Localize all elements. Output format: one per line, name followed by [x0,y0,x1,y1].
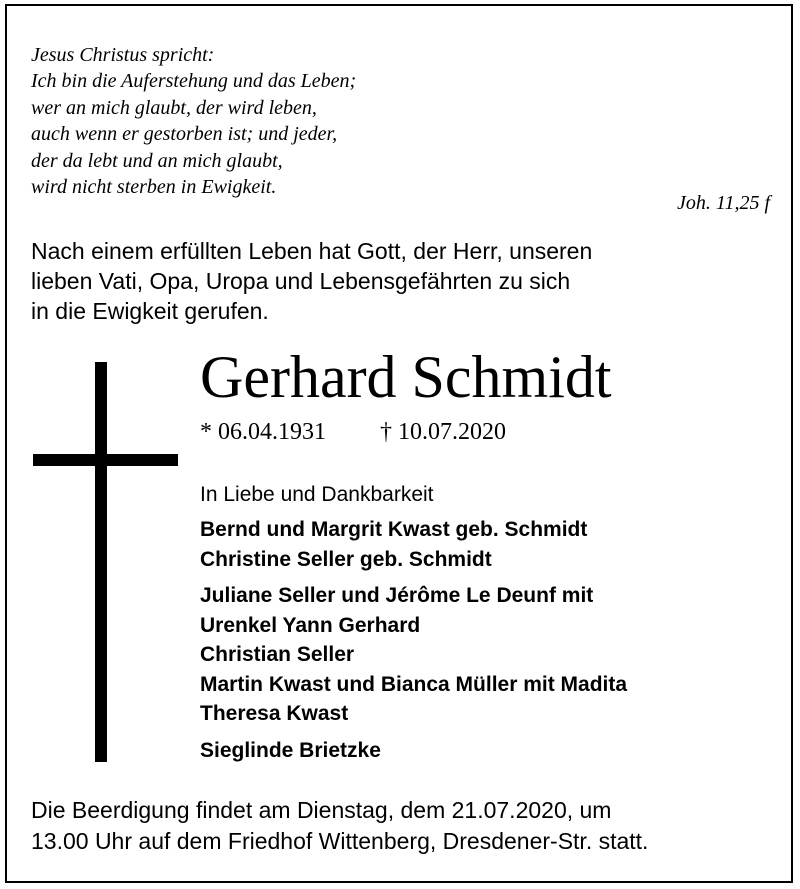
mourner-group [200,736,627,766]
mourner-name: Martin Kwast und Bianca Müller mit Madita [200,672,628,696]
intro-line: lieben Vati, Opa, Uropa und Lebensgefährten zu sich [31,268,571,294]
mourners-block [200,481,627,772]
intro-text [31,236,592,326]
birth-date: * 06.04.1931 [200,419,326,445]
mourner-group [200,515,627,574]
cross-horizontal-bar [33,454,178,466]
funeral-line: Die Beerdigung findet am Dienstag, dem 21.07.2020, um [31,797,612,823]
mourner-name: Juliane Seller und Jérôme Le Deunf mit [200,584,594,607]
bible-verse [31,42,356,200]
mourners-lead: In Liebe und Dankbarkeit [200,483,434,506]
mourner-name: Theresa Kwast [200,702,349,725]
mourner-name: Christian Seller [200,643,355,666]
mourner-name: Sieglinde Brietzke [200,738,381,762]
verse-reference: Joh. 11,25 f [677,192,770,214]
intro-line: in die Ewigkeit gerufen. [31,298,269,324]
verse-line: Jesus Christus spricht: [31,44,215,66]
verse-line: Ich bin die Auferstehung und das Leben; [31,70,357,93]
funeral-line: 13.00 Uhr auf dem Friedhof Wittenberg, Dresdener-Str. statt. [31,828,649,854]
mourner-group [200,581,627,729]
intro-line: Nach einem erfüllten Leben hat Gott, der Herr, unseren [31,238,593,264]
verse-line: der da lebt und an mich glaubt, [31,149,283,172]
verse-line: wer an mich glaubt, der wird leben, [31,96,317,119]
funeral-info [31,795,648,857]
mourner-name: Urenkel Yann Gerhard [200,613,421,637]
death-date: † 10.07.2020 [380,419,506,445]
deceased-name: Gerhard Schmidt [200,344,612,410]
verse-line: auch wenn er gestorben ist; und jeder, [31,123,338,146]
cross-vertical-bar [95,362,107,762]
life-dates [200,416,506,448]
mourner-name: Bernd und Margrit Kwast geb. Schmidt [200,518,588,541]
mourner-name: Christine Seller geb. Schmidt [200,547,492,571]
verse-line: wird nicht sterben in Ewigkeit. [31,176,277,199]
